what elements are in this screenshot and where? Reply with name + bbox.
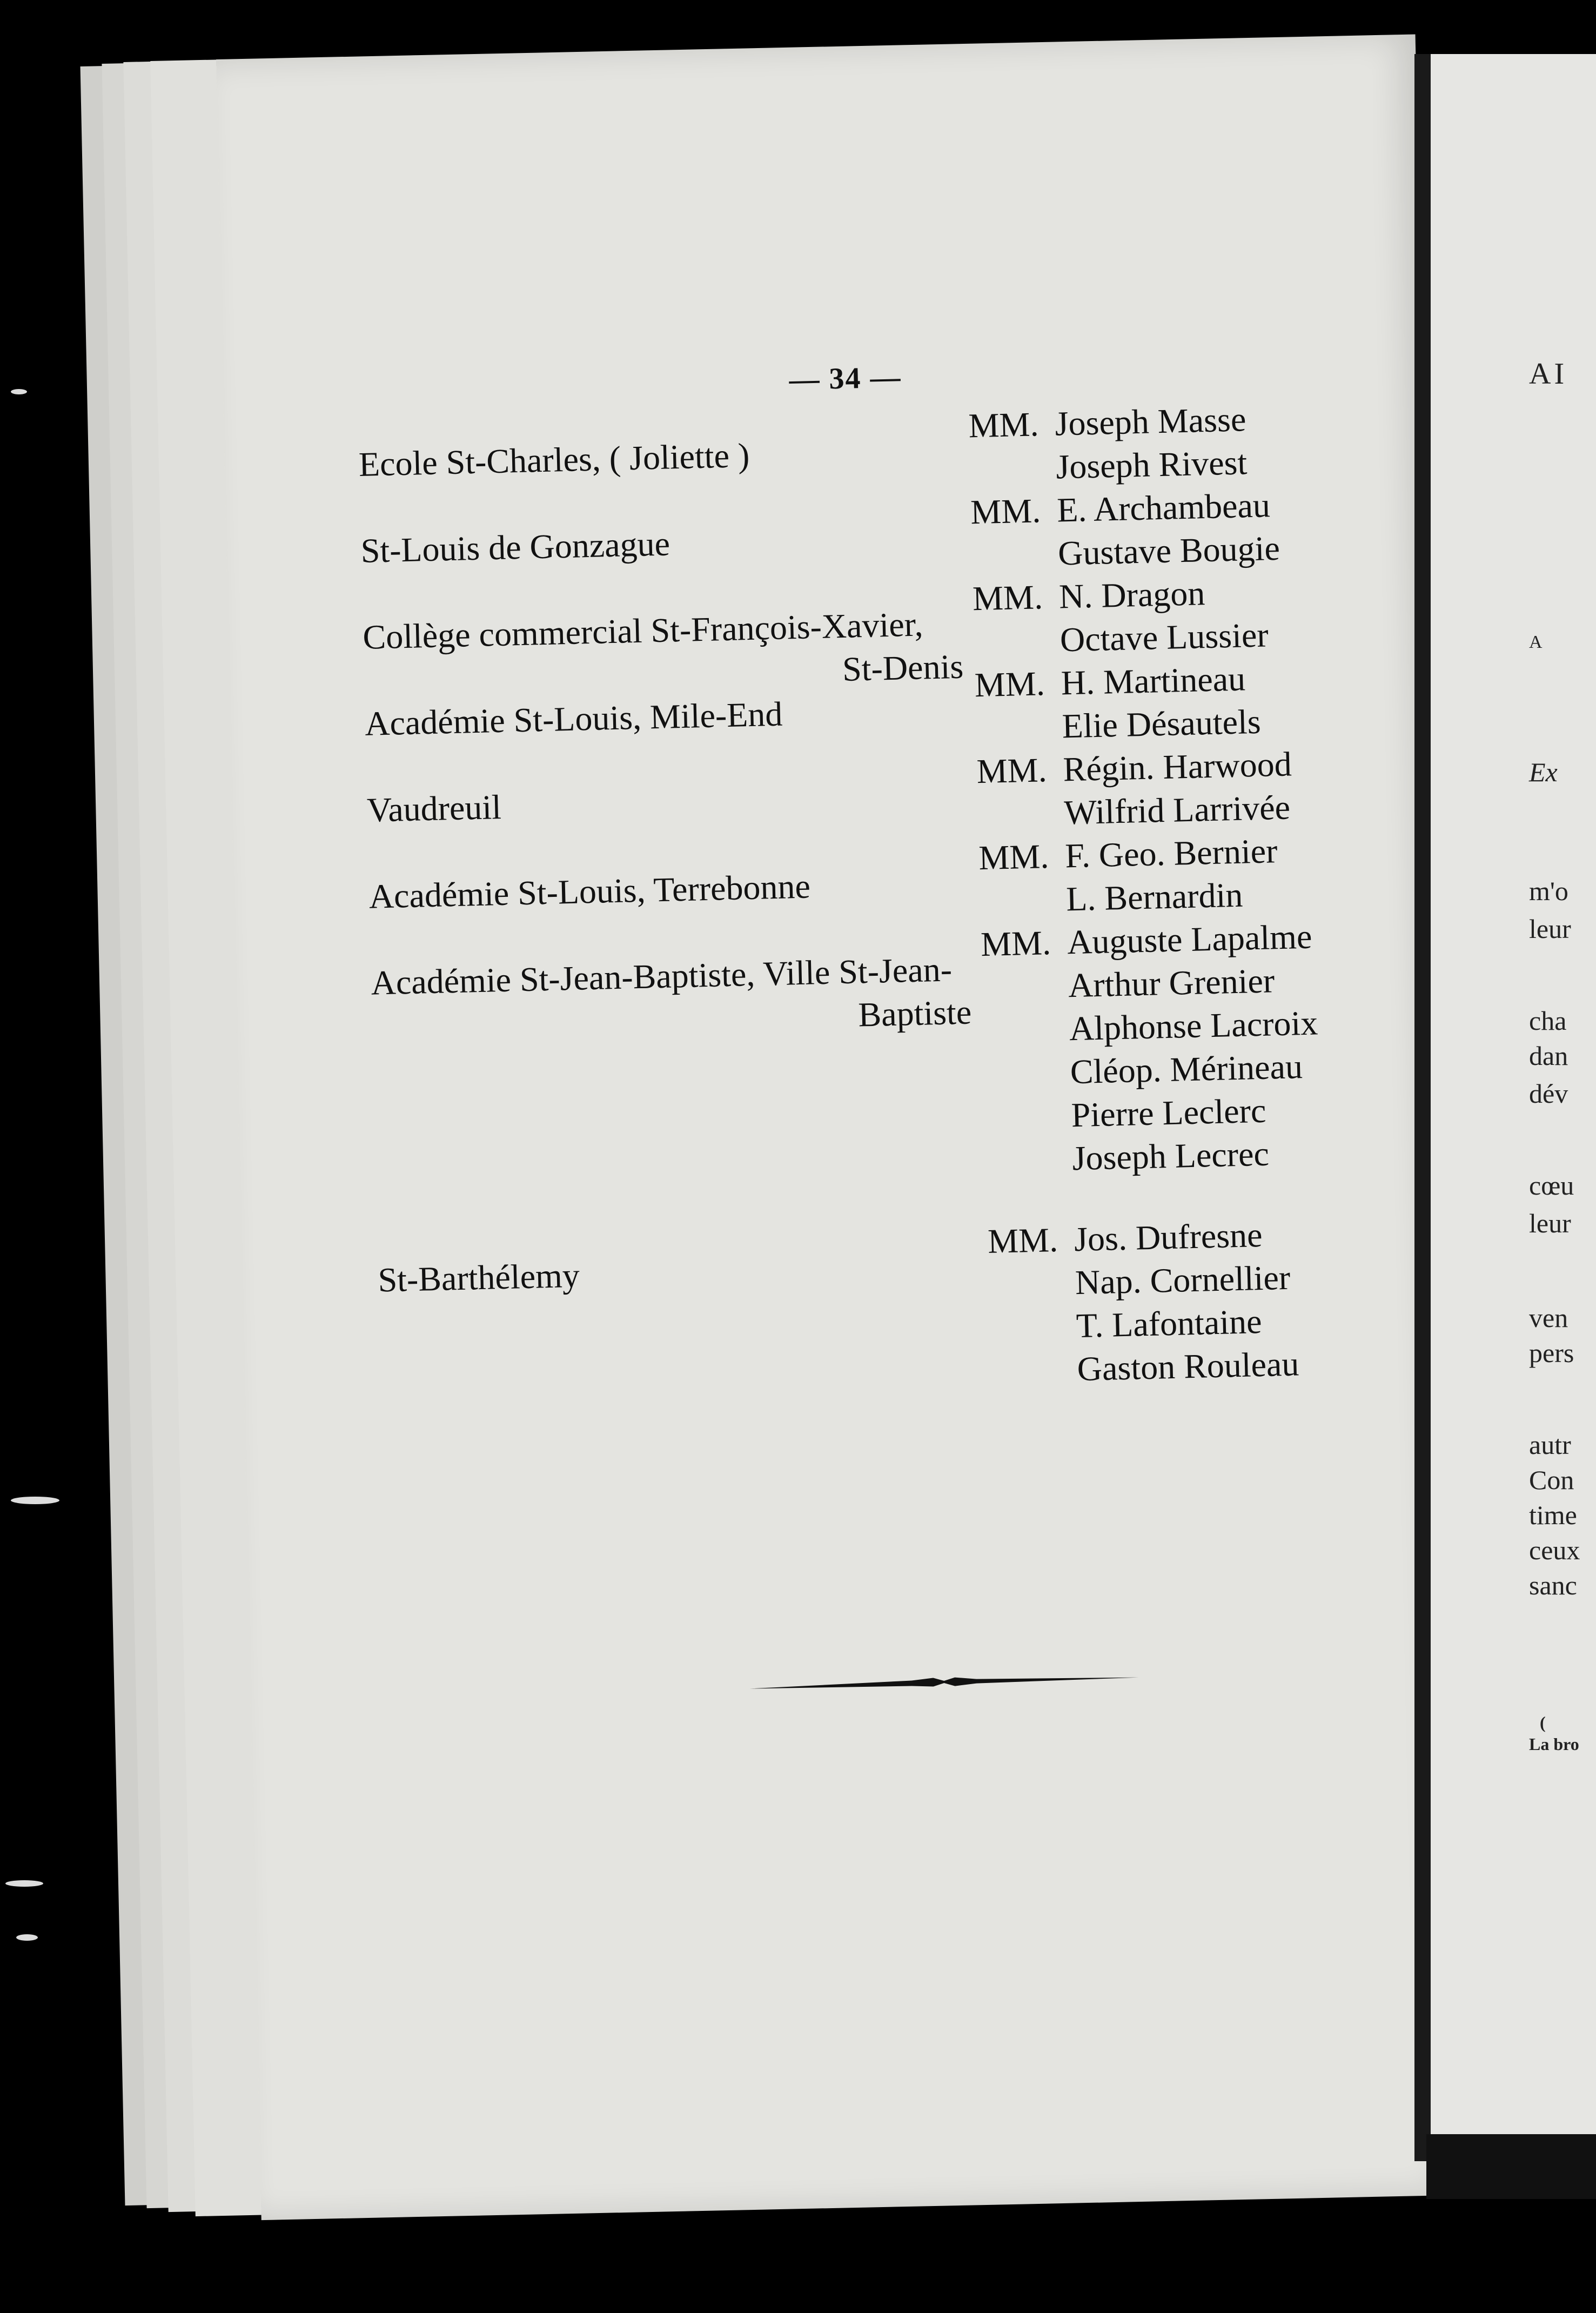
right-page-fragment: Con bbox=[1529, 1465, 1574, 1495]
school-entry bbox=[360, 486, 1419, 573]
school-name-text: Collège commercial St-François-Xavier, bbox=[362, 605, 924, 656]
honorific-label: MM. bbox=[976, 750, 1048, 791]
school-entry bbox=[370, 917, 1429, 1178]
delegate-names bbox=[978, 827, 1391, 923]
honorific-label: MM. bbox=[972, 578, 1043, 618]
school-name bbox=[363, 601, 975, 702]
school-name bbox=[360, 515, 972, 573]
delegate-names bbox=[987, 1210, 1401, 1393]
school-name bbox=[368, 861, 980, 919]
honorific-label: MM. bbox=[980, 923, 1051, 964]
delegate-names bbox=[968, 394, 1381, 491]
right-page-fragment: time bbox=[1529, 1500, 1577, 1530]
delegate-name: Nap. Cornellier bbox=[1075, 1258, 1291, 1302]
school-entry bbox=[377, 1215, 1436, 1389]
scan-speck bbox=[16, 1934, 38, 1941]
delegate-name: Cléop. Mérineau bbox=[1070, 1047, 1303, 1091]
right-page-text bbox=[1529, 0, 1596, 2313]
delegate-name: Arthur Grenier bbox=[1068, 961, 1275, 1005]
delegate-names bbox=[980, 913, 1397, 1182]
delegate-name: H. Martineau bbox=[1061, 659, 1246, 702]
delegate-name: Gustave Bougie bbox=[1057, 528, 1280, 573]
delegate-name: E. Archambeau bbox=[1056, 486, 1271, 529]
honorific-label: MM. bbox=[970, 491, 1042, 532]
delegate-name: Wilfrid Larrivée bbox=[1063, 788, 1291, 832]
right-page-fragment: cha bbox=[1529, 1005, 1567, 1036]
delegate-name: Joseph Lecrec bbox=[1071, 1134, 1270, 1178]
honorific-label: MM. bbox=[968, 405, 1040, 445]
delegate-name: L. Bernardin bbox=[1065, 875, 1244, 919]
right-page-fragment: AI bbox=[1529, 357, 1568, 391]
right-page-fragment: ceux bbox=[1529, 1535, 1580, 1565]
school-entry bbox=[366, 745, 1425, 832]
delegate-row bbox=[990, 1340, 1402, 1393]
school-name-text: Académie St-Louis, Terrebonne bbox=[368, 867, 811, 916]
school-name-text: Académie St-Jean-Baptiste, Ville St-Jean- bbox=[370, 950, 953, 1002]
school-entry bbox=[368, 832, 1427, 919]
delegate-names bbox=[976, 740, 1389, 836]
scan-speck bbox=[11, 1497, 59, 1504]
delegate-name: Régin. Harwood bbox=[1062, 745, 1292, 789]
delegate-name: Joseph Rivest bbox=[1055, 443, 1248, 486]
delegate-name: Elie Désautels bbox=[1061, 702, 1262, 746]
right-page-fragment: dév bbox=[1529, 1078, 1568, 1109]
school-name-text: St-Louis de Gonzague bbox=[360, 524, 670, 570]
school-name-continuation: Baptiste bbox=[857, 993, 973, 1034]
right-page-fragment: pers bbox=[1529, 1338, 1574, 1368]
delegate-row bbox=[985, 1129, 1397, 1182]
delegate-names bbox=[974, 654, 1387, 750]
right-page-fragment: dan bbox=[1529, 1041, 1568, 1071]
page-number: — 34 — bbox=[788, 360, 902, 397]
right-page-fragment: ven bbox=[1529, 1303, 1568, 1333]
right-page-fragment: leur bbox=[1529, 1208, 1571, 1238]
right-page-fragment: La bro bbox=[1529, 1734, 1579, 1754]
scan-speck bbox=[5, 1880, 43, 1887]
delegate-name: Gaston Rouleau bbox=[1076, 1344, 1300, 1389]
delegate-name: Joseph Masse bbox=[1054, 400, 1247, 443]
school-name-text: Ecole St-Charles, ( Joliette ) bbox=[358, 435, 750, 484]
right-page-fragment: leur bbox=[1529, 914, 1571, 944]
school-entry bbox=[358, 400, 1417, 486]
school-name-text: Académie St-Louis, Mile-End bbox=[364, 694, 783, 743]
right-page-fragment: m'o bbox=[1529, 876, 1568, 906]
honorific-label: MM. bbox=[974, 664, 1045, 705]
school-name-continuation: St-Denis bbox=[842, 647, 964, 688]
delegate-name: Jos. Dufresne bbox=[1074, 1215, 1263, 1259]
school-name bbox=[378, 1244, 989, 1302]
honorific-label: MM. bbox=[978, 837, 1050, 877]
delegate-name: T. Lafontaine bbox=[1076, 1302, 1263, 1345]
delegate-name: Alphonse Lacroix bbox=[1069, 1003, 1318, 1048]
right-page-fragment: Ex bbox=[1529, 757, 1558, 787]
delegate-name: Octave Lussier bbox=[1059, 615, 1269, 659]
delegate-name: N. Dragon bbox=[1058, 574, 1206, 616]
delegate-names bbox=[970, 481, 1383, 577]
page-content bbox=[357, 348, 1446, 1670]
right-page-fragment: ( bbox=[1540, 1713, 1546, 1732]
right-page-fragment: cœu bbox=[1529, 1170, 1574, 1201]
delegate-name: F. Geo. Bernier bbox=[1064, 832, 1278, 875]
right-page-fragment: autr bbox=[1529, 1430, 1571, 1460]
school-name-text: Vaudreuil bbox=[366, 787, 502, 829]
delegate-name: Auguste Lapalme bbox=[1067, 917, 1313, 962]
school-name bbox=[358, 428, 970, 486]
delegate-name: Pierre Leclerc bbox=[1070, 1091, 1267, 1135]
school-name bbox=[366, 774, 978, 832]
school-name-text: St-Barthélemy bbox=[377, 1256, 580, 1299]
scan-speck bbox=[11, 389, 27, 394]
honorific-label: MM. bbox=[987, 1220, 1058, 1261]
right-page-fragment: A bbox=[1529, 632, 1543, 652]
delegate-names bbox=[972, 567, 1385, 663]
school-name bbox=[371, 947, 983, 1048]
right-page-fragment: sanc bbox=[1529, 1570, 1577, 1600]
